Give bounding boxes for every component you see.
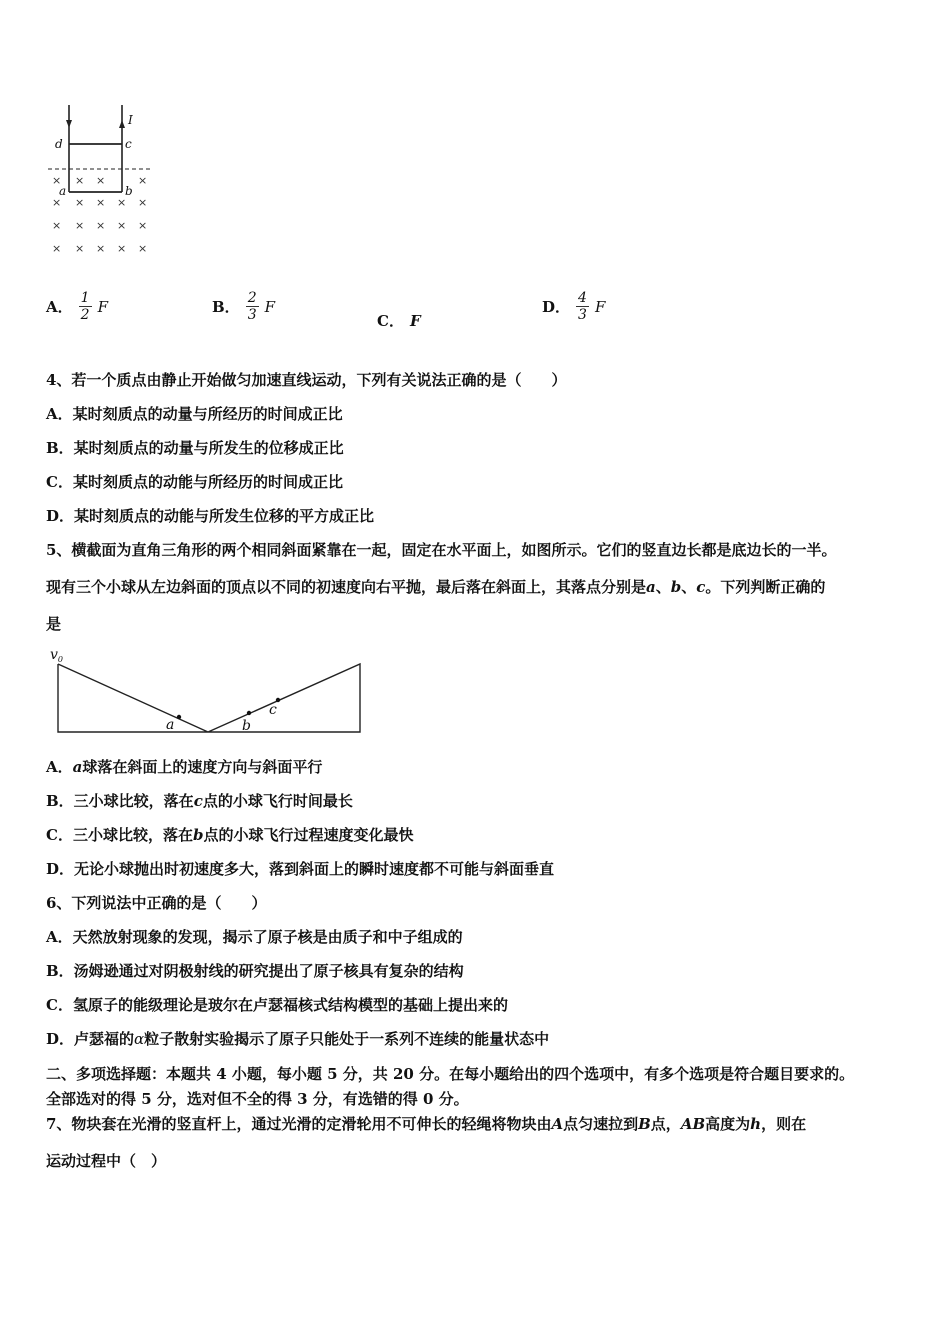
label-a: a — [59, 184, 67, 198]
label-d: d — [55, 137, 63, 151]
svg-text:×: × — [117, 196, 127, 209]
q4-stem: 4、若一个质点由静止开始做匀加速直线运动，下列有关说法正确的是（ ） — [46, 371, 567, 389]
point-b — [247, 711, 251, 715]
q7-stem-line1: 7、物块套在光滑的竖直杆上，通过光滑的定滑轮用不可伸长的轻绳将物块由A点匀速拉到B点，AB高度为h，则在 — [46, 1115, 807, 1133]
incline-outline — [58, 664, 360, 732]
option-d[interactable]: D． $\frac{4}{3}$ F — [542, 290, 606, 323]
svg-text:×: × — [75, 174, 85, 187]
svg-text:×: × — [52, 174, 62, 187]
svg-text:×: × — [138, 242, 148, 255]
q6-option-d[interactable]: D．卢瑟福的α粒子散射实验揭示了原子只能处于一系列不连续的能量状态中 — [46, 1030, 550, 1048]
field-crosses — [52, 174, 147, 255]
svg-text:×: × — [52, 242, 62, 255]
inclines-figure — [46, 644, 366, 736]
q5-stem-line3: 是 — [46, 615, 62, 633]
option-a[interactable]: A． $\frac{1}{2}$ F — [46, 290, 108, 323]
svg-text:×: × — [117, 219, 127, 232]
option-b[interactable]: B． $\frac{2}{3}$ F — [212, 290, 276, 323]
q7-stem-line2: 运动过程中（ ） — [46, 1152, 167, 1170]
q5-option-b[interactable]: B．三小球比较，落在c点的小球飞行时间最长 — [46, 792, 353, 810]
q4-option-b[interactable]: B．某时刻质点的动量与所发生的位移成正比 — [46, 439, 344, 457]
q6-option-c[interactable]: C．氢原子的能级理论是玻尔在卢瑟福核式结构模型的基础上提出来的 — [46, 996, 508, 1014]
label-fig-b: b — [242, 718, 251, 734]
right-arrow — [119, 120, 125, 128]
svg-text:×: × — [75, 196, 85, 209]
svg-text:×: × — [75, 242, 85, 255]
q5-stem-line2: 现有三个小球从左边斜面的顶点以不同的初速度向右平抛，最后落在斜面上，其落点分别是a、b、c。下列判断正确的 — [46, 578, 826, 596]
q5-option-d[interactable]: D．无论小球抛出时初速度多大，落到斜面上的瞬时速度都不可能与斜面垂直 — [46, 860, 555, 878]
q4-option-d[interactable]: D．某时刻质点的动能与所发生位移的平方成正比 — [46, 507, 375, 525]
svg-text:×: × — [96, 219, 106, 232]
label-b: b — [125, 184, 133, 198]
svg-text:×: × — [138, 219, 148, 232]
svg-text:×: × — [52, 219, 62, 232]
svg-text:×: × — [96, 174, 106, 187]
label-fig-a: a — [166, 717, 175, 733]
q6-option-a[interactable]: A．天然放射现象的发现，揭示了原子核是由质子和中子组成的 — [46, 928, 463, 946]
svg-text:×: × — [52, 196, 62, 209]
svg-text:×: × — [75, 219, 85, 232]
q5-option-c[interactable]: C．三小球比较，落在b点的小球飞行过程速度变化最快 — [46, 826, 414, 844]
section2-line1: 二、多项选择题：本题共 4 小题，每小题 5 分，共 20 分。在每小题给出的四个选项中，有多个选项是符合题目要求的。 — [46, 1065, 855, 1083]
q5-stem-line1: 5、横截面为直角三角形的两个相同斜面紧靠在一起，固定在水平面上，如图所示。它们的竖直边长都是底边长的一半。 — [46, 541, 837, 559]
q6-stem: 6、下列说法中正确的是（ ） — [46, 894, 267, 912]
option-c[interactable]: C． F — [377, 311, 421, 330]
svg-text:×: × — [138, 196, 148, 209]
label-c: c — [125, 137, 132, 151]
point-a — [177, 715, 181, 719]
q4-option-c[interactable]: C．某时刻质点的动能与所经历的时间成正比 — [46, 473, 343, 491]
svg-text:×: × — [96, 196, 106, 209]
q5-option-a[interactable]: A．a球落在斜面上的速度方向与斜面平行 — [46, 758, 323, 776]
svg-text:×: × — [138, 174, 148, 187]
left-arrow — [66, 120, 72, 128]
label-I: I — [128, 113, 133, 127]
svg-text:×: × — [96, 242, 106, 255]
label-v0: $v_0$ — [50, 647, 64, 664]
magnetic-field-figure — [46, 100, 166, 265]
label-fig-c: c — [269, 702, 277, 718]
q6-option-b[interactable]: B．汤姆逊通过对阴极射线的研究提出了原子核具有复杂的结构 — [46, 962, 464, 980]
svg-text:×: × — [117, 242, 127, 255]
q4-option-a[interactable]: A．某时刻质点的动量与所经历的时间成正比 — [46, 405, 343, 423]
section2-line2: 全部选对的得 5 分，选对但不全的得 3 分，有选错的得 0 分。 — [46, 1090, 469, 1108]
